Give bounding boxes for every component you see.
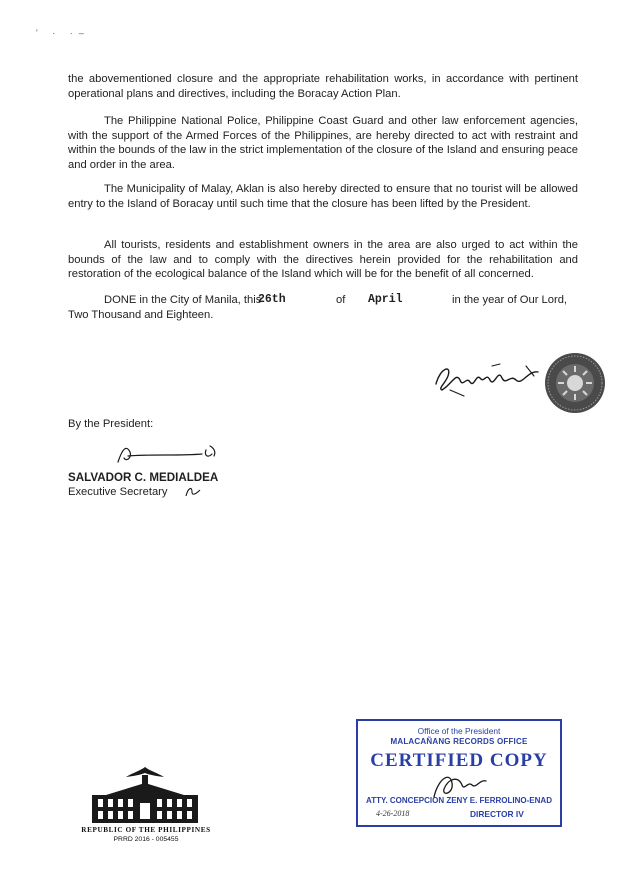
stamp-office: Office of the President (417, 726, 501, 736)
scan-specks: ' · ·– (36, 28, 90, 38)
stamp-heading: CERTIFIED COPY (370, 750, 548, 771)
stamp-date: 4-26-2018 (376, 809, 410, 818)
paragraph-law-enforcement: The Philippine National Police, Philippine Coast Guard and other law enforcement agencies, with the support of the Armed Forces of the Philippines, are hereby directed to act with restraint and within the bounds of the law in the strict implementation of the closure of the Island and ensuring peace and order in the area. (68, 115, 578, 171)
paragraph-municipality: The Municipality of Malay, Aklan is also hereby directed to ensure that no tourist will be allowed entry to the Island of Boracay until such time that the closure has been lifted by the President. (68, 183, 578, 210)
done-year: Two Thousand and Eighteen. (68, 309, 214, 321)
done-of: of (336, 294, 346, 306)
stamp-officer: ATTY. CONCEPCION ZENY E. FERROLINO-ENAD (366, 796, 552, 805)
certified-copy-stamp (356, 719, 562, 827)
signatory-name: SALVADOR C. MEDIALDEA (68, 471, 219, 484)
executive-secretary-signature (110, 440, 220, 468)
paragraph-tourists: All tourists, residents and establishment owners in the area are also urged to act within the bounds of the law and to comply with the directives herein provided for the rehabilitation and restoration of the ecological balance of the Island which will be for the benefit of all concerned. (68, 239, 578, 281)
done-month: April (368, 293, 403, 306)
logo-caption: REPUBLIC OF THE PHILIPPINES (81, 826, 211, 834)
president-signature (430, 354, 550, 404)
by-the-president-label: By the President: (68, 418, 154, 430)
done-clause (68, 293, 588, 323)
signatory-title: Executive Secretary (68, 486, 168, 498)
paragraph-closure-continuation: the abovementioned closure and the appropriate rehabilitation works, in accordance with pertinent operational plans and directives, including the Boracay Action Plan. (68, 73, 578, 100)
done-day: 26th (258, 293, 286, 306)
done-suffix: in the year of Our Lord, (452, 294, 568, 306)
initials-mark (184, 484, 202, 498)
presidential-seal-icon (544, 352, 606, 414)
logo-control-number: PRRD 2016 - 005455 (113, 836, 179, 843)
malacanang-palace-icon (86, 763, 204, 825)
stamp-position: DIRECTOR IV (470, 809, 524, 819)
done-prefix: DONE in the City of Manila, this (104, 294, 262, 306)
stamp-records-office: MALACAÑANG RECORDS OFFICE (390, 737, 528, 746)
